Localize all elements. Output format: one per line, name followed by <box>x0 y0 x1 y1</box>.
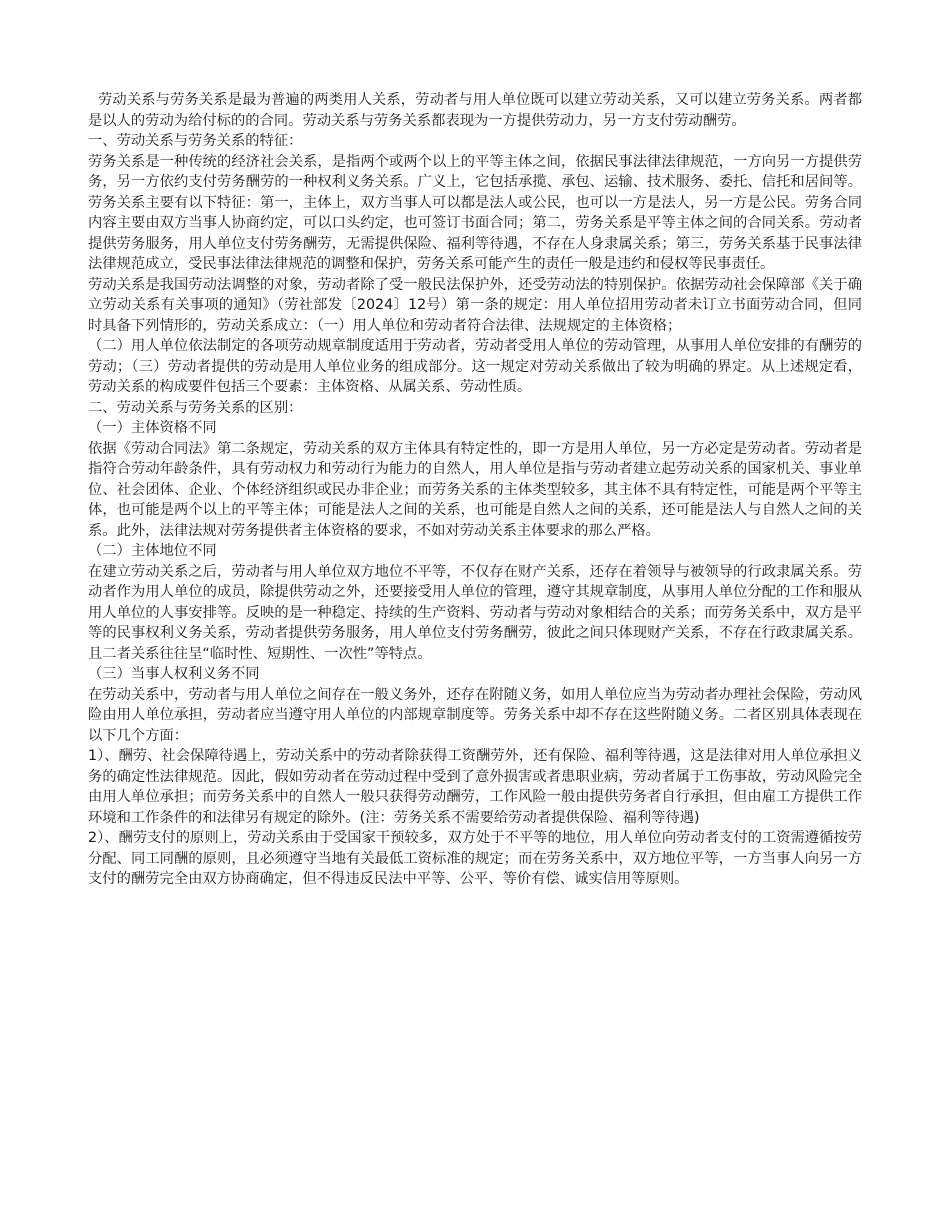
paragraph-rights-obligations: 在劳动关系中，劳动者与用人单位之间存在一般义务外，还存在附随义务，如用人单位应当为劳动者办理社会保险，劳动风险由用人单位承担，劳动者应当遵守用人单位的内部规章制度等。劳务关系中却不存在这些附随义务。二者区别具体表现在以下几个方面： <box>88 686 862 744</box>
subheading-subject-status: （二）主体地位不同 <box>88 543 217 559</box>
subheading-subject-qualification: （一）主体资格不同 <box>88 420 217 436</box>
document-body <box>88 90 862 890</box>
paragraph-point-2-payment-principle: 2）、酬劳支付的原则上，劳动关系由于受国家干预较多，双方处于不平等的地位，用人单位向劳动者支付的工资需遵循按劳分配、同工同酬的原则，且必须遵守当地有关最低工资标准的规定；而在劳务关系中，双方地位平等，一方当事人向另一方支付的酬劳完全由双方协商确定，但不得违反民法中平等、公平、等价有偿、诚实信用等原则。 <box>88 830 862 887</box>
paragraph-labor-service-features: 劳务关系是一种传统的经济社会关系，是指两个或两个以上的平等主体之间，依据民事法律法律规范，一方向另一方提供劳务，另一方依约支付劳务酬劳的一种权利义务关系。广义上，它包括承揽、承包、运输、技术服务、委托、信托和居间等。劳务关系主要有以下特征：第一，主体上，双方当事人可以都是法人或公民，也可以一方是法人，另一方是公民。劳务合同内容主要由双方当事人协商约定，可以口头约定，也可签订书面合同；第二，劳务关系是平等主体之间的合同关系。劳动者提供劳务服务，用人单位支付劳务酬劳，无需提供保险、福利等待遇，不存在人身隶属关系；第三，劳务关系基于民事法律法律规范成立，受民事法律法律规范的调整和保护，劳务关系可能产生的责任一般是违约和侵权等民事责任。 <box>88 153 862 272</box>
subheading-rights-obligations: （三）当事人权利义务不同 <box>88 666 260 682</box>
intro-paragraph: 劳动关系与劳务关系是最为普遍的两类用人关系，劳动者与用人单位既可以建立劳动关系，又可以建立劳务关系。两者都是以人的劳动为给付标的的合同。劳动关系与劳务关系都表现为一方提供劳动力，另一方支付劳动酬劳。 <box>88 92 862 129</box>
paragraph-subject-status: 在建立劳动关系之后，劳动者与用人单位双方地位不平等，不仅存在财产关系，还存在着领导与被领导的行政隶属关系。劳动者作为用人单位的成员，除提供劳动之外，还要接受用人单位的管理，遵守其规章制度，从事用人单位分配的工作和服从用人单位的人事安排等。反映的是一种稳定、持续的生产资料、劳动者与劳动对象相结合的关系；而劳务关系中，双方是平等的民事权利义务关系，劳动者提供劳务服务，用人单位支付劳务酬劳，彼此之间只体现财产关系，不存在行政隶属关系。且二者关系往往呈“临时性、短期性、一次性”等特点。 <box>88 563 862 662</box>
paragraph-labor-relation-definition: 劳动关系是我国劳动法调整的对象，劳动者除了受一般民法保护外，还受劳动法的特别保护。依据劳动社会保障部《关于确立劳动关系有关事项的通知》（劳社部发〔2024〕12号）第一条的规定：用人单位招用劳动者未订立书面劳动合同，但同时具备下列情形的，劳动关系成立：（一）用人单位和劳动者符合法律、法规规定的主体资格； <box>88 276 862 334</box>
paragraph-point-1-remuneration: 1）、酬劳、社会保障待遇上，劳动关系中的劳动者除获得工资酬劳外，还有保险、福利等待遇，这是法律对用人单位承担义务的确定性法律规范。因此，假如劳动者在劳动过程中受到了意外损害或者患职业病，劳动者属于工伤事故，劳动风险完全由用人单位承担；而劳务关系中的自然人一般只获得劳动酬劳，工作风险一般由提供劳务者自行承担，但由雇工方提供工作环境和工作条件的和法律另有规定的除外。(注：劳务关系不需要给劳动者提供保险、福利等待遇) <box>88 748 862 826</box>
section-heading-features: 一、劳动关系与劳务关系的特征： <box>88 133 303 149</box>
paragraph-subject-qualification: 依据《劳动合同法》第二条规定，劳动关系的双方主体具有特定性的，即一方是用人单位，另一方必定是劳动者。劳动者是指符合劳动年龄条件，具有劳动权力和劳动行为能力的自然人，用人单位是指与劳动者建立起劳动关系的国家机关、事业单位、社会团体、企业、个体经济组织或民办非企业；而劳务关系的主体类型较多，其主体不具有特定性，可能是两个平等主体，也可能是两个以上的平等主体；可能是法人之间的关系，也可能是自然人之间的关系，还可能是法人与自然人之间的关系。此外，法律法规对劳务提供者主体资格的要求，不如对劳动关系主体要求的那么严格。 <box>88 440 862 539</box>
paragraph-labor-relation-elements: （二）用人单位依法制定的各项劳动规章制度适用于劳动者，劳动者受用人单位的劳动管理，从事用人单位安排的有酬劳的劳动；（三）劳动者提供的劳动是用人单位业务的组成部分。这一规定对劳动关系做出了较为明确的界定。从上述规定看，劳动关系的构成要件包括三个要素：主体资格、从属关系、劳动性质。 <box>88 338 862 395</box>
section-heading-differences: 二、劳动关系与劳务关系的区别： <box>88 399 303 416</box>
